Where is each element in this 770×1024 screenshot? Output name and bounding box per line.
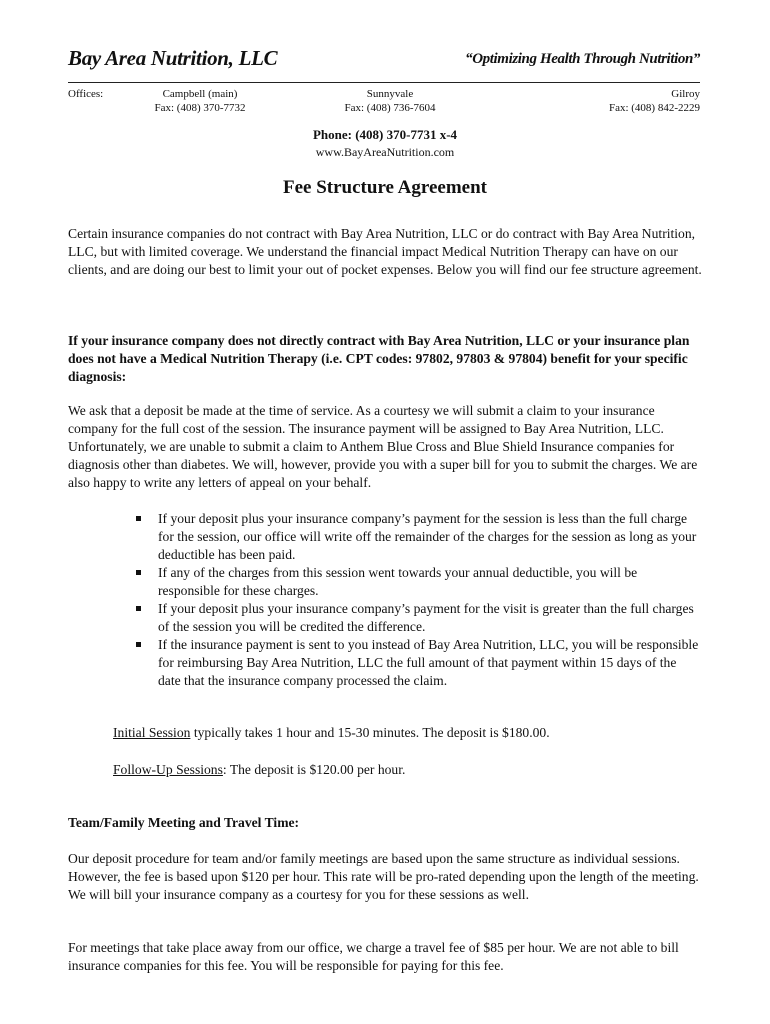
noncontract-heading: If your insurance company does not directly contract with Bay Area Nutrition, LLC or your insurance plan does not have a Medical Nutrition Therapy (i.e. CPT codes: 97802, 97803 & 97804) benefit for your specific diagnosis:: [68, 333, 690, 384]
meeting-paragraph: Our deposit procedure for team and/or family meetings are based upon the same structure as individual sessions. However, the fee is based upon $120 per hour. This rate will be pro-rated depending upon the length of the meeting. We will bill your insurance company as a courtesy for you for these sessions as well.: [68, 851, 699, 902]
office-name: Gilroy: [671, 88, 700, 100]
list-item-text: If any of the charges from this session went towards your annual deductible, you will be responsible for these charges.: [158, 565, 638, 598]
list-item-text: If your deposit plus your insurance company’s payment for the session is less than the full charge for the session, our office will write off the remainder of the charges for the session as long as your deductible has been paid.: [158, 511, 697, 562]
office-name: Sunnyvale: [366, 88, 414, 100]
list-item: [134, 600, 700, 636]
company-name: Bay Area Nutrition, LLC: [68, 46, 278, 70]
letterhead: [68, 46, 700, 76]
followup-session-label: Follow-Up Sessions: [113, 762, 223, 777]
initial-session-text: typically takes 1 hour and 15-30 minutes. The deposit is $180.00.: [190, 725, 550, 740]
office-fax: Fax: (408) 370-7732: [154, 102, 246, 114]
followup-session-line: [113, 761, 405, 779]
office-campbell: [140, 87, 260, 115]
intro-paragraph: Certain insurance companies do not contract with Bay Area Nutrition, LLC or do contract with Bay Area Nutrition, LLC, but with limited coverage. We understand the financial impact Medical Nutrition Therapy can have on our clients, and are doing our best to limit your out of pocket expenses. Below you will find our fee structure agreement.: [68, 226, 702, 277]
list-item: [134, 636, 700, 690]
offices-label: Offices:: [68, 88, 104, 100]
office-sunnyvale: [330, 87, 450, 115]
list-item-text: If the insurance payment is sent to you instead of Bay Area Nutrition, LLC, you will be responsible for reimbursing Bay Area Nutrition, LLC the full amount of that payment within 15 days of the date that the insurance company processed the claim.: [158, 637, 699, 688]
list-item-text: If your deposit plus your insurance company’s payment for the visit is greater than the full charges of the session you will be credited the difference.: [158, 601, 694, 634]
list-item: [134, 510, 700, 564]
document-title: Fee Structure Agreement: [283, 177, 487, 198]
office-name: Campbell (main): [162, 88, 238, 100]
meetings-heading: Team/Family Meeting and Travel Time:: [68, 815, 300, 830]
deposit-paragraph: We ask that a deposit be made at the time of service. As a courtesy we will submit a claim to your insurance company for the full cost of the session. The insurance payment will be assigned to Bay Area Nutrition, LLC. Unfortunately, we are unable to submit a claim to Anthem Blue Cross and Blue Shield Insurance companies for diagnosis other than diabetes. We will, however, provide you with a super bill for you to submit the charges. We are also happy to write any letters of appeal on your behalf.: [68, 403, 698, 490]
list-item: [134, 564, 700, 600]
square-bullet-icon: [136, 570, 141, 575]
company-tagline: “Optimizing Health Through Nutrition”: [465, 51, 700, 67]
travel-paragraph: For meetings that take place away from our office, we charge a travel fee of $85 per hour. We are not able to bill insurance companies for this fee. You will be responsible for paying for this fee.: [68, 940, 679, 973]
deposit-conditions-list: [134, 510, 700, 690]
followup-session-text: : The deposit is $120.00 per hour.: [222, 762, 406, 777]
square-bullet-icon: [136, 516, 141, 521]
contact-website: www.BayAreaNutrition.com: [315, 145, 455, 159]
contact-phone: Phone: (408) 370-7731 x-4: [312, 127, 458, 142]
initial-session-label: Initial Session: [113, 725, 191, 740]
initial-session-line: [113, 724, 550, 742]
square-bullet-icon: [136, 642, 141, 647]
office-gilroy: [580, 87, 700, 115]
letterhead-divider: [68, 82, 700, 83]
office-fax: Fax: (408) 842-2229: [608, 102, 700, 114]
office-fax: Fax: (408) 736-7604: [344, 102, 436, 114]
square-bullet-icon: [136, 606, 141, 611]
